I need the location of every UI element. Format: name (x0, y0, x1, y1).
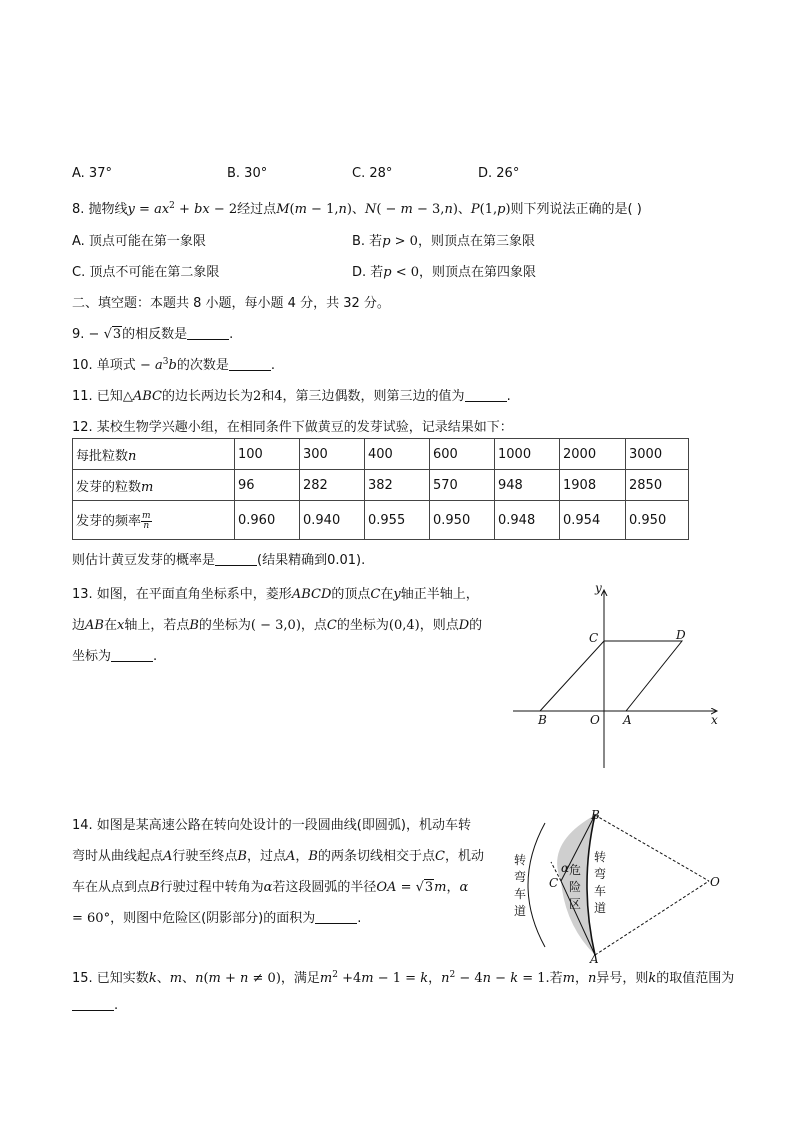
q7-option-d: D. 26° (478, 166, 520, 181)
section-2-header: 二、填空题：本题共 8 小题，每小题 4 分，共 32 分。 (72, 296, 390, 311)
lane-right-char: 道 (594, 901, 607, 915)
row-label-frequency: 发芽的频率 $\frac{m}{n}$ (73, 501, 235, 540)
table-cell: 0.950 (626, 501, 689, 540)
point-c-label: C (549, 876, 559, 890)
row-label-count: 每批粒数n (73, 439, 235, 470)
question-12-answer: 则估计黄豆发芽的概率是 (结果精确到0.01). (72, 553, 366, 568)
question-14-line2: 弯时从曲线起点A行驶至终点B，过点A，B的两条切线相交于点C，机动 (72, 849, 484, 864)
origin-label: O (590, 713, 600, 727)
q8-option-c: C. 顶点不可能在第二象限 (72, 265, 220, 280)
table-cell: 2000 (560, 439, 626, 470)
lane-left-char: 道 (514, 904, 527, 918)
lane-right-char: 转 (594, 850, 607, 864)
question-13-line3: 坐标为 . (72, 649, 158, 664)
point-b-label: B (591, 808, 600, 822)
question-14-line3: 车在从点到点B行驶过程中转角为α若这段圆弧的半径OA = √3m，α (72, 880, 469, 895)
question-13-line1: 13. 如图，在平面直角坐标系中，菱形ABCD的顶点C在y轴正半轴上， (72, 587, 479, 602)
y-label: y (595, 581, 602, 595)
x-label: x (711, 713, 718, 727)
rhombus-abcd (540, 641, 682, 711)
radius-oa (595, 881, 709, 955)
q7-option-b: B. 30° (227, 166, 268, 181)
radius-ob (595, 815, 709, 881)
lane-left-char: 转 (514, 853, 527, 867)
point-a-label: A (590, 952, 599, 965)
question-8-stem: 8. 抛物线$y = ax^2$ + bx − 2经过点M(m − 1,n)、N( − m − 3,n)、P(1,p)则下列说法正确的是( ) (72, 201, 642, 217)
lane-right-char: 车 (594, 884, 607, 898)
table-cell: 0.960 (235, 501, 300, 540)
table-cell: 282 (300, 470, 365, 501)
danger-zone-char: 险 (569, 880, 582, 894)
table-cell: 948 (495, 470, 560, 501)
danger-zone-char: 危 (569, 863, 582, 877)
q8-option-d: D. 若p < 0，则顶点在第四象限 (352, 265, 537, 280)
question-10: 10. 单项式 − $a^3b$的次数是 . (72, 357, 275, 373)
table-cell: 1000 (495, 439, 560, 470)
road-curve-figure (505, 805, 735, 965)
angle-alpha-label: α (561, 861, 570, 875)
question-13-line2: 边AB在x轴上，若点B的坐标为( − 3,0)，点C的坐标为(0,4)，则点D的 (72, 618, 483, 633)
table-cell: 100 (235, 439, 300, 470)
table-cell: 0.948 (495, 501, 560, 540)
lane-left-char: 车 (514, 887, 527, 901)
table-cell: 382 (365, 470, 430, 501)
table-cell: 0.940 (300, 501, 365, 540)
point-c-label: C (589, 631, 599, 645)
table-cell: 3000 (626, 439, 689, 470)
table-cell: 570 (430, 470, 495, 501)
question-12-intro: 12. 某校生物学兴趣小组，在相同条件下做黄豆的发芽试验，记录结果如下： (72, 420, 513, 435)
table-row (73, 470, 689, 501)
question-14-line1: 14. 如图是某高速公路在转向处设计的一段圆曲线(即圆弧)，机动车转 (72, 818, 471, 833)
point-a-label: A (623, 713, 632, 727)
question-9: 9. − √3的相反数是 . (72, 327, 234, 342)
table-cell: 400 (365, 439, 430, 470)
q7-option-c: C. 28° (352, 166, 393, 181)
q8-option-b: B. 若p > 0，则顶点在第三象限 (352, 234, 535, 249)
row-label-sprouted: 发芽的粒数m (73, 470, 235, 501)
table-row (73, 501, 689, 540)
table-cell: 300 (300, 439, 365, 470)
table-cell: 0.950 (430, 501, 495, 540)
question-15-answer: . (72, 998, 118, 1013)
point-d-label: D (676, 628, 686, 642)
question-11: 11. 已知△ABC的边长两边长为2和4，第三边偶数，则第三边的值为 . (72, 389, 511, 404)
table-cell: 0.955 (365, 501, 430, 540)
table-cell: 600 (430, 439, 495, 470)
table-cell: 1908 (560, 470, 626, 501)
table-row (73, 439, 689, 470)
lane-left-char: 弯 (514, 870, 527, 884)
question-14-line4: = 60°，则图中危险区(阴影部分)的面积为 . (72, 911, 362, 926)
rhombus-figure (505, 576, 735, 776)
question-15: 15. 已知实数k、m、n(m + n ≠ 0)，满足$m^2 +4m - 1 = k$，$n^2 - 4n - k = 1$.若m，n异号，则k的取值范围为 (72, 970, 735, 986)
q7-option-a: A. 37° (72, 166, 112, 181)
sprout-table (72, 438, 689, 540)
point-o-label: O (710, 875, 720, 889)
table-cell: 2850 (626, 470, 689, 501)
outer-lane-arc (528, 823, 545, 947)
danger-zone-char: 区 (569, 897, 582, 911)
table-cell: 0.954 (560, 501, 626, 540)
point-b-label: B (538, 713, 547, 727)
table-cell: 96 (235, 470, 300, 501)
lane-right-char: 弯 (594, 867, 607, 881)
q8-option-a: A. 顶点可能在第一象限 (72, 234, 206, 249)
